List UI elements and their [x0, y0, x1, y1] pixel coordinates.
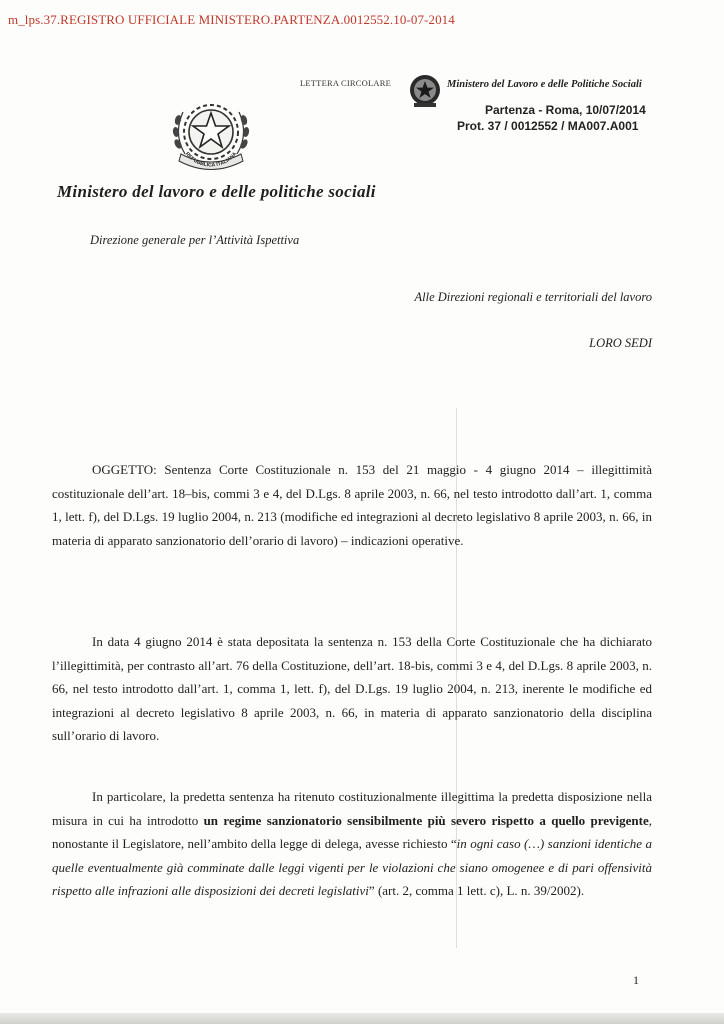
recipient-loro-sedi: LORO SEDI — [589, 336, 652, 350]
page-number: 1 — [633, 973, 639, 987]
direction-name: Direzione generale per l’Attività Ispettiva — [90, 233, 300, 247]
ministry-title: Ministero del lavoro e delle politiche sociali — [57, 182, 376, 201]
protocol-header: m_lps.37.REGISTRO UFFICIALE MINISTERO.PARTENZA.0012552.10-07-2014 — [8, 12, 455, 27]
stamp-ministry: Ministero del Lavoro e delle Politiche Sociali — [447, 79, 642, 90]
circolare-label: LETTERA CIRCOLARE — [300, 78, 391, 88]
recipient-address: Alle Direzioni regionali e territoriali del lavoro — [414, 290, 652, 304]
italian-republic-emblem-icon — [165, 88, 257, 180]
body-paragraph-2-text-c: ” (art. 2, comma 1 lett. c), L. n. 39/2002). — [368, 883, 585, 898]
body-paragraph-2-text-a: In particolare, la predetta sentenza ha ritenuto costituzionalmente illegittima la predetta disposizione nella misura in cui ha introdotto — [52, 789, 652, 828]
body-paragraph-1: In data 4 giugno 2014 è stata depositata la sentenza n. 153 della Corte Costituzionale che ha dichiarato l’illegittimità, per contrasto all’art. 76 della Costituzione, dell’art. 18-bis, commi 3 e 4, del D.Lgs. 8 aprile 2003, n. 66, nel testo introdotto dall’art. 1, comma 1, lett. f), del D.Lgs. 19 luglio 2004, n. 213, inerente le modifiche ed integrazioni al decreto legislativo 8 aprile 2003, n. 66, in materia di apparato sanzionatorio della disciplina sull’orario di lavoro. — [52, 634, 652, 743]
body-paragraph-2-bold: un regime sanzionatorio sensibilmente più severo rispetto a quello previgente — [203, 812, 649, 828]
stamp-protocol: Prot. 37 / 0012552 / MA007.A001 — [457, 119, 639, 133]
stamp-partenza: Partenza - Roma, 10/07/2014 — [485, 103, 646, 117]
body-paragraph-2 — [52, 785, 652, 903]
subject-paragraph: OGGETTO: Sentenza Corte Costituzionale n. 153 del 21 maggio - 4 giugno 2014 – illegittimità costituzionale dell’art. 18–bis, commi 3 e 4, del D.Lgs. 8 aprile 2003, n. 66, nel testo introdotto dall’art. 1, comma 1, lett. f), del D.Lgs. 19 luglio 2004, n. 213 (modifiche ed integrazioni al decreto legislativo 8 aprile 2003, n. 66, in materia di apparato sanzionatorio dell’orario di lavoro) – indicazioni operative. — [52, 462, 652, 548]
page-bottom-edge — [0, 1013, 724, 1024]
body-paragraph-2-text-b: , nonostante il Legislatore, nell’ambito della legge di delega, avesse richiesto “ — [52, 812, 652, 851]
stamp-emblem-icon — [408, 70, 442, 110]
emblem-ribbon-text: REPUBBLICA ITALIANA — [183, 151, 239, 169]
body-paragraph-2-quote: in ogni caso (…) sanzioni identiche a quelle eventualmente già comminate dalle leggi vigenti per le violazioni che siano omogenee e di pari offensività rispetto alle infrazioni alle disposizioni dei decreti legislativi — [52, 836, 652, 898]
